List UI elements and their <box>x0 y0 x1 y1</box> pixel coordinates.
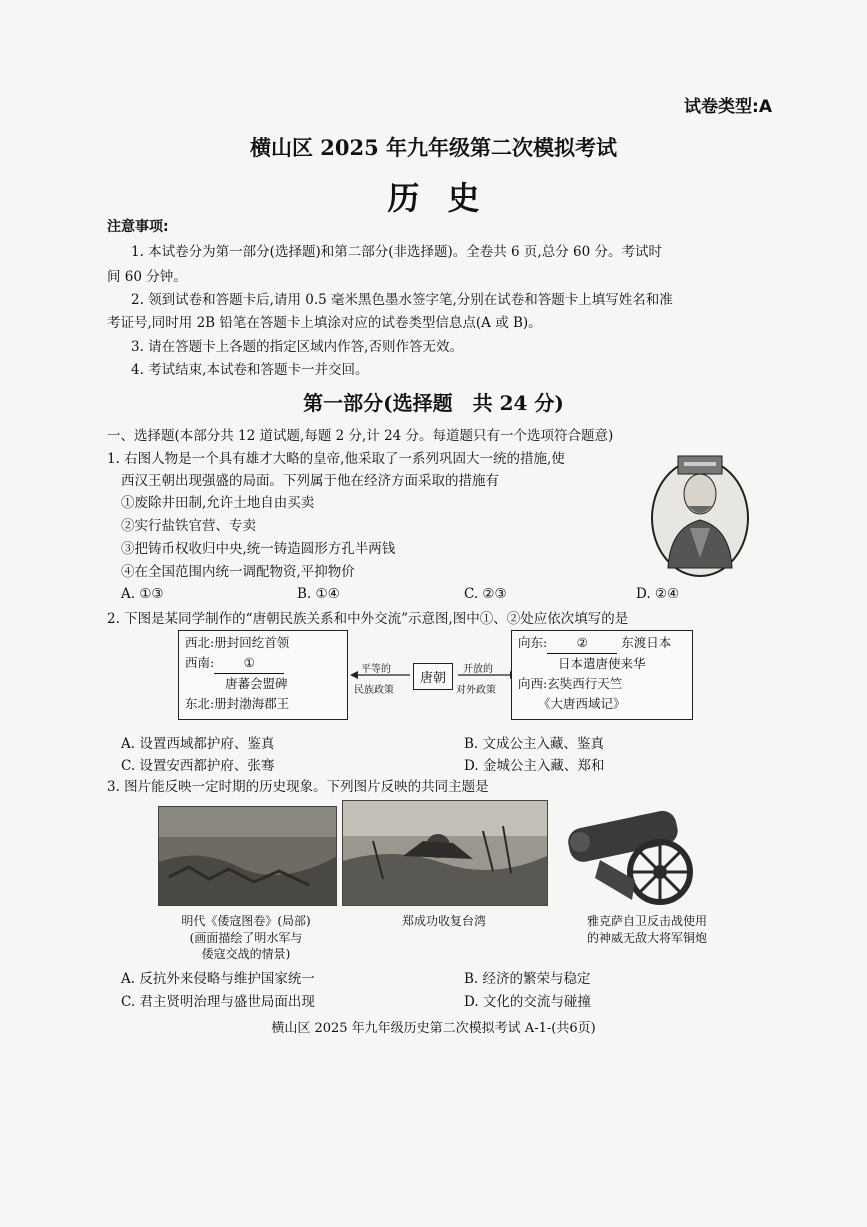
left-arrow <box>350 670 412 680</box>
left-arrow-label: 民族政策 <box>354 685 394 696</box>
answer-blank-1: ① <box>214 653 284 674</box>
right-arrow <box>456 670 518 680</box>
q3-option-d: D. 文化的交流与碰撞 <box>464 994 591 1010</box>
notice-line: 间 60 分钟。 <box>107 269 187 285</box>
notice-line: 2. 领到试卷和答题卡后,请用 0.5 毫米黑色墨水签字笔,分别在试卷和答题卡上填写姓名和准 <box>131 292 673 308</box>
west-line: 向西:玄奘西行天竺 <box>518 676 623 691</box>
notice-line: 1. 本试卷分为第一部分(选择题)和第二部分(非选择题)。全卷共 6 页,总分 60 分。考试时 <box>131 244 662 260</box>
q2-option-d: D. 金城公主入藏、郑和 <box>464 758 605 774</box>
caption-wokou-3: 倭寇交战的情景) <box>201 947 291 961</box>
southwest-line: 西南: ① <box>185 653 341 674</box>
cannon-image <box>560 800 710 906</box>
q3-stem: 3. 图片能反映一定时期的历史现象。下列图片反映的共同主题是 <box>107 779 489 795</box>
q3-option-b: B. 经济的繁荣与稳定 <box>464 971 591 987</box>
q1-item: ④在全国范围内统一调配物资,平抑物价 <box>121 564 355 580</box>
exam-title: 横山区 2025 年九年级第二次模拟考试 <box>249 135 618 160</box>
ethnic-relations-box <box>178 630 348 720</box>
caption-wokou-1: 明代《倭寇图卷》(局部) <box>181 914 311 928</box>
caption-zheng: 郑成功收复台湾 <box>401 914 486 928</box>
q3-option-a: A. 反抗外来侵略与维护国家统一 <box>121 971 315 987</box>
page-footer: 横山区 2025 年九年级历史第二次模拟考试 A-1-(共6页) <box>271 1021 596 1036</box>
q1-item: ②实行盐铁官营、专卖 <box>121 518 256 534</box>
q1-item: ③把铸币权收归中央,统一铸造圆形方孔半两钱 <box>121 541 396 557</box>
treaty-stele-line: 唐蕃会盟碑 <box>225 676 288 691</box>
zheng-chenggong-image <box>342 800 548 906</box>
caption-cannon-2: 的神威无敌大将军铜炮 <box>586 931 707 945</box>
notice-line: 3. 请在答题卡上各题的指定区域内作答,否则作答无效。 <box>131 339 463 355</box>
q2-option-a: A. 设置西域都护府、鉴真 <box>121 736 275 752</box>
q2-stem: 2. 下图是某同学制作的“唐朝民族关系和中外交流”示意图,图中①、②处应依次填写的是 <box>107 611 629 627</box>
q1-option-c: C. ②③ <box>464 586 507 602</box>
section-instructions: 一、选择题(本部分共 12 道试题,每题 2 分,计 24 分。每道题只有一个选项符合题意) <box>107 428 614 444</box>
q1-stem: 1. 右图人物是一个具有雄才大略的皇帝,他采取了一系列巩固大一统的措施,使 <box>107 451 565 467</box>
wokou-scroll-image <box>158 806 337 906</box>
northwest-line: 西北:册封回纥首领 <box>185 635 290 650</box>
foreign-relations-box <box>511 630 693 720</box>
notice-heading: 注意事项: <box>107 219 169 235</box>
q1-option-d: D. ②④ <box>636 586 680 602</box>
q3-option-c: C. 君主贤明治理与盛世局面出现 <box>121 994 315 1010</box>
caption-wokou-2: (画面描绘了明水军与 <box>189 931 303 945</box>
tang-dynasty-box: 唐朝 <box>413 663 453 690</box>
notice-line: 考证号,同时用 2B 铅笔在答题卡上填涂对应的试卷类型信息点(A 或 B)。 <box>107 315 542 331</box>
northeast-line: 东北:册封渤海郡王 <box>185 696 290 711</box>
xiyu-ji-line: 《大唐西域记》 <box>538 696 626 711</box>
q1-item: ①废除井田制,允许土地自由买卖 <box>121 495 315 511</box>
caption-cannon-1: 雅克萨自卫反击战使用 <box>586 914 707 928</box>
q1-option-a: A. ①③ <box>121 586 164 602</box>
east-line: 向东: ② 东渡日本 <box>518 633 686 654</box>
right-arrow-label: 对外政策 <box>456 685 496 696</box>
q1-option-b: B. ①④ <box>297 586 340 602</box>
subject-title: 历史 <box>387 179 508 217</box>
q2-option-c: C. 设置安西都护府、张骞 <box>121 758 275 774</box>
notice-line: 4. 考试结束,本试卷和答题卡一并交回。 <box>131 362 369 378</box>
right-arrow-label: 开放的 <box>463 664 493 675</box>
q2-option-b: B. 文成公主入藏、鉴真 <box>464 736 605 752</box>
tang-relations-diagram <box>178 630 698 725</box>
left-arrow-label: 平等的 <box>361 664 391 675</box>
emperor-portrait-image <box>650 448 750 578</box>
answer-blank-2: ② <box>547 633 617 654</box>
q1-stem: 西汉王朝出现强盛的局面。下列属于他在经济方面采取的措施有 <box>121 473 499 489</box>
part1-title: 第一部分(选择题 共 24 分) <box>303 391 564 415</box>
exam-type-label: 试卷类型:A <box>684 97 772 117</box>
japanese-envoys-line: 日本遣唐使来华 <box>558 656 646 671</box>
